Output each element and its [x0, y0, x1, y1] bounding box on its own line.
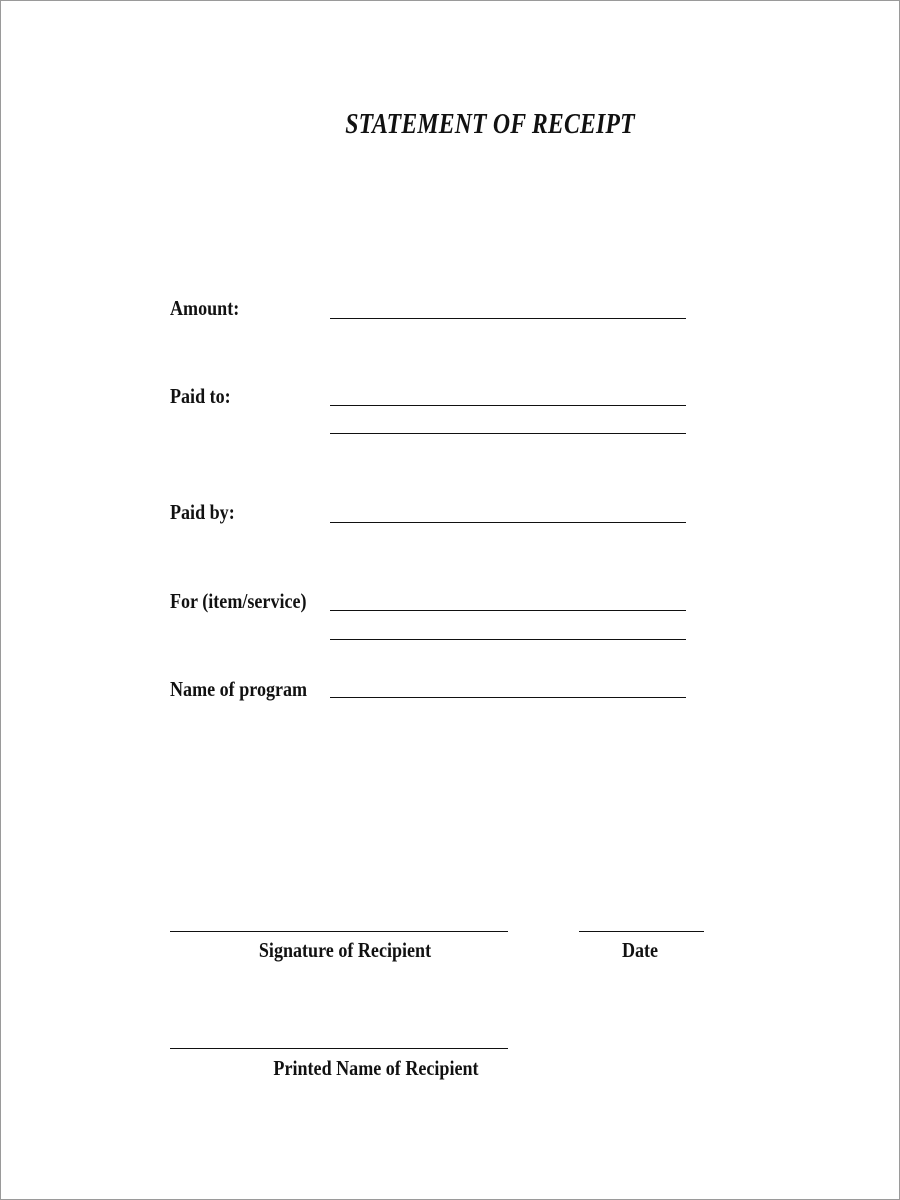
- for-item-service-blank-line-1[interactable]: [330, 610, 686, 611]
- paid-by-label: Paid by:: [170, 500, 235, 524]
- program-name-blank-line[interactable]: [330, 697, 686, 698]
- amount-label: Amount:: [170, 296, 240, 320]
- for-item-service-label: For (item/service): [170, 589, 307, 613]
- document-title: STATEMENT OF RECEIPT: [345, 108, 635, 140]
- for-item-service-blank-line-2[interactable]: [330, 639, 686, 640]
- printed-name-blank-line[interactable]: [170, 1048, 508, 1049]
- printed-name-caption: Printed Name of Recipient: [273, 1056, 479, 1080]
- paid-to-label: Paid to:: [170, 384, 231, 408]
- program-name-label: Name of program: [170, 677, 308, 701]
- date-blank-line[interactable]: [579, 931, 704, 932]
- signature-caption: Signature of Recipient: [258, 938, 432, 962]
- paid-by-blank-line[interactable]: [330, 522, 686, 523]
- amount-blank-line[interactable]: [330, 318, 686, 319]
- date-caption: Date: [621, 938, 659, 962]
- paid-to-blank-line-1[interactable]: [330, 405, 686, 406]
- paid-to-blank-line-2[interactable]: [330, 433, 686, 434]
- signature-blank-line[interactable]: [170, 931, 508, 932]
